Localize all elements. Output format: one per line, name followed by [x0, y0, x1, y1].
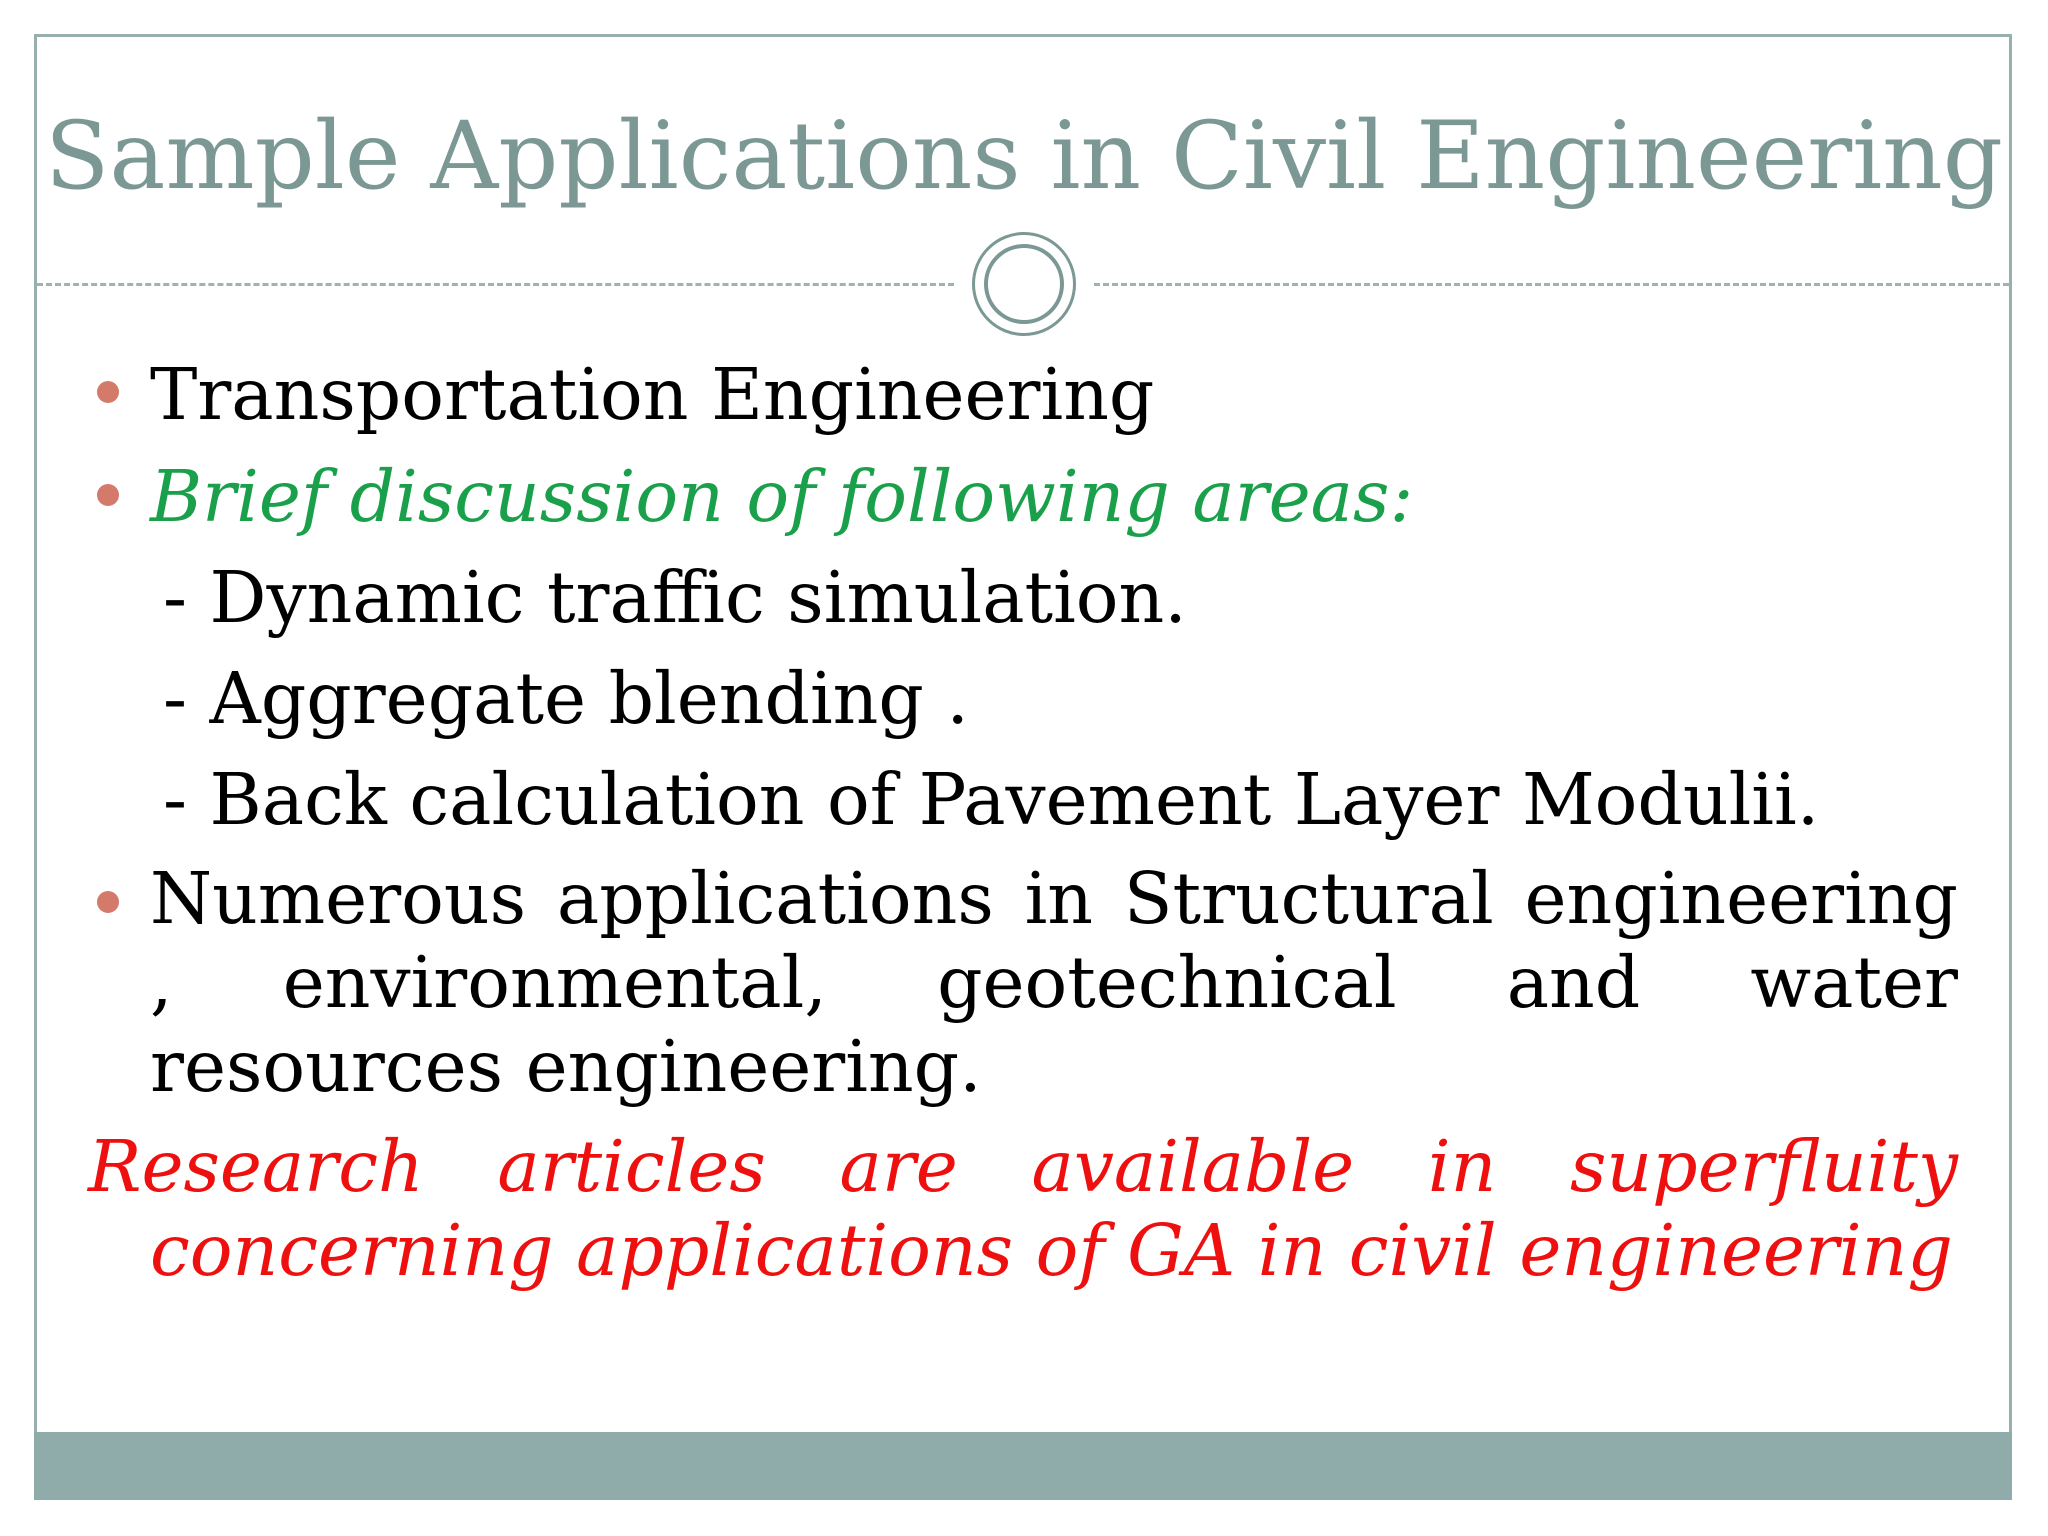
- bullet-brief-discussion: Brief discussion of following areas:: [150, 455, 1414, 538]
- research-note: Research articles are available in superfluity concerning applications of GA in civil engineering: [88, 1125, 1958, 1292]
- bullet-transportation-engineering: Transportation Engineering: [150, 353, 1155, 436]
- sub-item-dynamic-traffic: - Dynamic traffic simulation.: [163, 556, 1187, 639]
- bullet-numerous-applications: Numerous applications in Structural engineering , environmental, geotechnical and water resources engineering.: [150, 857, 1958, 1108]
- sub-item-aggregate-blending: - Aggregate blending .: [163, 657, 969, 740]
- bullet-dot-icon: [97, 381, 119, 403]
- bullet-dot-icon: [97, 891, 119, 913]
- footer-bar: [34, 1432, 2012, 1500]
- slide-title: Sample Applications in Civil Engineering: [45, 102, 2003, 211]
- bullet-dot-icon: [97, 484, 119, 506]
- sub-item-back-calculation: - Back calculation of Pavement Layer Modulii.: [163, 758, 1820, 841]
